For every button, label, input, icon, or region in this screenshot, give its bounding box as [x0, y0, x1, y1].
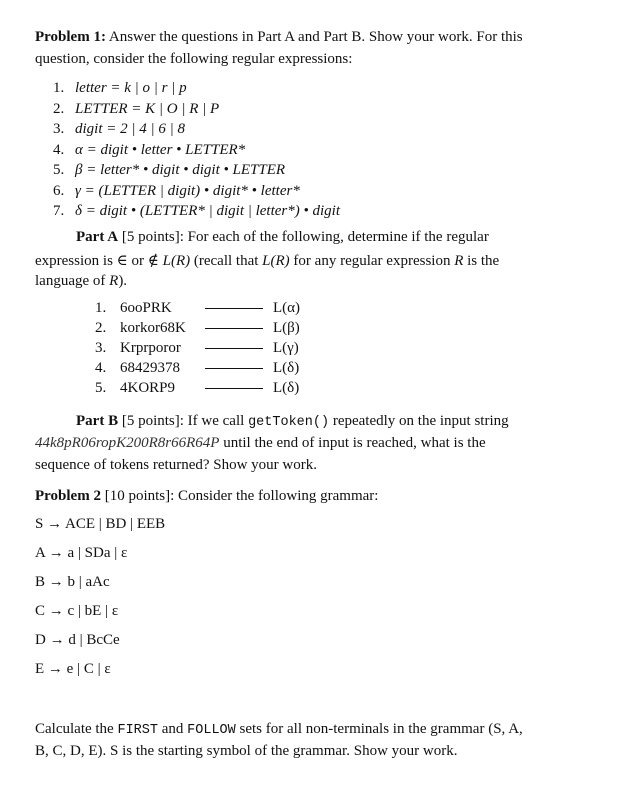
- regex-item: 5. β = letter* • digit • digit • LETTER: [53, 162, 286, 178]
- grammar-rule: B → b | aAc: [35, 574, 110, 590]
- problem2-question-line2: B, C, D, E). S is the starting symbol of the grammar. Show your work.: [35, 743, 458, 759]
- problem1-title: Problem 1: [35, 29, 101, 45]
- grammar-rule: A → a | SDa | ε: [35, 545, 128, 561]
- partA-line1: Part A [5 points]: For each of the following, determine if the regular: [76, 229, 489, 245]
- answer-blank: [205, 328, 263, 329]
- partB-line1: Part B [5 points]: If we call getToken() repeatedly on the input string: [76, 413, 509, 430]
- follow-code: FOLLOW: [187, 723, 236, 738]
- partA-line2: expression is ∈ or ∉ L(R) (recall that L(R) for any regular expression R is the: [35, 253, 500, 269]
- partA-item: 5. 4KORP9 L(δ): [95, 380, 300, 396]
- grammar-rule: D → d | BcCe: [35, 632, 120, 648]
- regex-item: 2. LETTER = K | O | R | P: [53, 100, 220, 117]
- grammar-rule: E → e | C | ε: [35, 661, 111, 677]
- regex-item: 1. letter = k | o | r | p: [53, 80, 187, 96]
- first-code: FIRST: [117, 723, 158, 738]
- partB-line2: 44k8pR06ropK200R8r66R64P until the end of input is reached, what is the: [35, 435, 486, 451]
- answer-blank: [205, 308, 263, 309]
- answer-blank: [205, 388, 263, 389]
- partA-title: Part A: [76, 229, 119, 245]
- partB-title: Part B: [76, 413, 119, 429]
- problem2-line: Problem 2 [10 points]: Consider the following grammar:: [35, 488, 379, 504]
- regex-item: 7. δ = digit • (LETTER* | digit | letter*) • digit: [53, 203, 341, 219]
- regex-item: 3. digit = 2 | 4 | 6 | 8: [53, 121, 185, 137]
- regex-item: 6. γ = (LETTER | digit) • digit* • letter*: [53, 182, 300, 199]
- grammar-rules: [35, 516, 165, 690]
- partA-item: 4. 68429378 L(δ): [95, 360, 300, 376]
- input-string: 44k8pR06ropK200R8r66R64P: [35, 435, 220, 451]
- partA-item: 1. 6ooPRK L(α): [95, 300, 301, 316]
- partA-item: 2. korkor68K L(β): [95, 320, 300, 336]
- answer-blank: [205, 368, 263, 369]
- problem2-question-line1: Calculate the FIRST and FOLLOW sets for all non-terminals in the grammar (S, A,: [35, 721, 523, 738]
- partA-line3: language of R).: [35, 273, 128, 289]
- grammar-rule: C → c | bE | ε: [35, 603, 119, 619]
- partA-item: 3. Krprporor L(γ): [95, 340, 299, 356]
- problem1-intro-line1: Problem 1: Answer the questions in Part A and Part B. Show your work. For this: [35, 29, 523, 45]
- gettoken-code: getToken(): [248, 415, 330, 430]
- regex-list: [53, 80, 340, 224]
- answer-blank: [205, 348, 263, 349]
- partA-items: [95, 300, 300, 400]
- problem1-intro-line2: question, consider the following regular expressions:: [35, 51, 353, 67]
- partB-line3: sequence of tokens returned? Show your work.: [35, 457, 318, 473]
- grammar-rule: S → ACE | BD | EEB: [35, 516, 166, 532]
- regex-item: 4. α = digit • letter • LETTER*: [53, 141, 246, 158]
- problem2-title: Problem 2: [35, 488, 101, 504]
